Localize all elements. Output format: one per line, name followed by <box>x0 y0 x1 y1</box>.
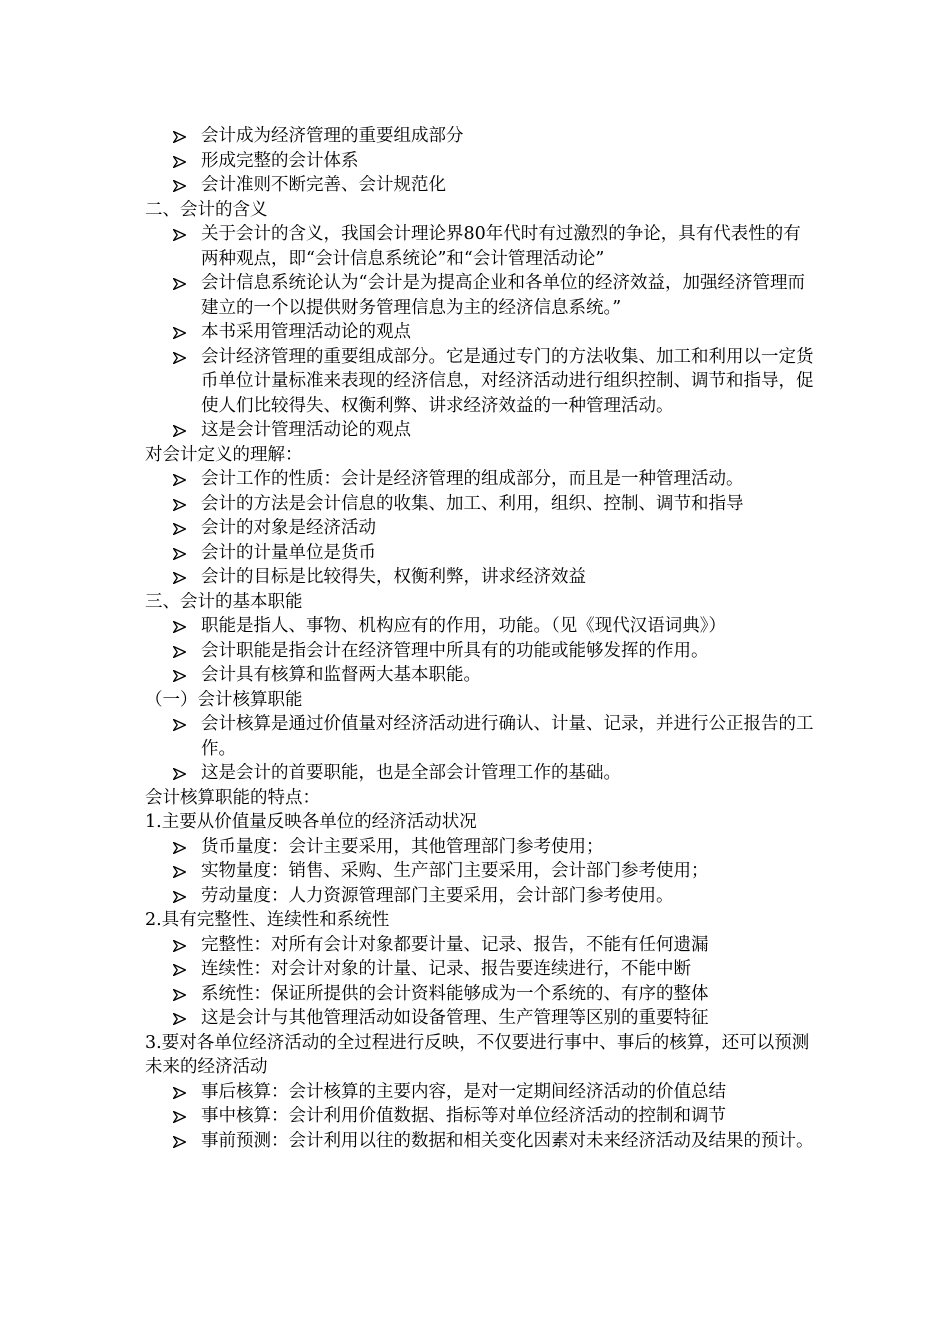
bullet-item <box>145 1129 815 1154</box>
bullet-text: 会计的方法是会计信息的收集、加工、利用，组织、控制、调节和指导 <box>201 493 744 514</box>
bullet-text: 劳动量度：人力资源管理部门主要采用，会计部门参考使用。 <box>201 885 674 906</box>
bullet-item <box>145 859 815 884</box>
bullet-text: 会计的计量单位是货币 <box>201 542 376 563</box>
arrowhead-bullet-icon <box>173 516 187 541</box>
section-heading: 3.要对各单位经济活动的全过程进行反映，不仅要进行事中、事后的核算，还可以预测未来的经济活动 <box>145 1032 810 1077</box>
bullet-text: 这是会计与其他管理活动如设备管理、生产管理等区别的重要特征 <box>201 1008 709 1028</box>
section-heading: （一）会计核算职能 <box>145 689 303 710</box>
bullet-text: 事后核算：会计核算的主要内容，是对一定期间经济活动的价值总结 <box>201 1081 726 1102</box>
bullet-text: 会计经济管理的重要组成部分。它是通过专门的方法收集、加工和利用以一定货币单位计量标准来表现的经济信息，对经济活动进行组织控制、调节和指导，促使人们比较得失、权衡利弊、讲求经济效益的一种管理活动。 <box>201 346 814 416</box>
arrowhead-bullet-icon <box>173 712 187 737</box>
arrowhead-bullet-icon <box>173 982 187 1007</box>
arrowhead-bullet-icon <box>173 222 187 247</box>
bullet-text: 会计核算是通过价值量对经济活动进行确认、计量、记录，并进行公正报告的工作。 <box>201 714 814 759</box>
bullet-item <box>145 933 815 958</box>
bullet-item <box>145 271 815 320</box>
bullet-text: 会计信息系统论认为“会计是为提高企业和各单位的经济效益，加强经济管理而建立的一个以提供财务管理信息为主的经济信息系统。” <box>201 273 805 318</box>
section-heading: 对会计定义的理解： <box>145 444 303 465</box>
bullet-text: 会计的对象是经济活动 <box>201 518 376 538</box>
arrowhead-bullet-icon <box>173 1006 187 1031</box>
bullet-item <box>145 173 815 198</box>
arrowhead-bullet-icon <box>173 1104 187 1129</box>
bullet-item <box>145 1006 815 1031</box>
arrowhead-bullet-icon <box>173 149 187 174</box>
arrowhead-bullet-icon <box>173 271 187 296</box>
arrowhead-bullet-icon <box>173 320 187 345</box>
bullet-text: 会计职能是指会计在经济管理中所具有的功能或能够发挥的作用。 <box>201 640 709 661</box>
arrowhead-bullet-icon <box>173 1080 187 1105</box>
bullet-item <box>145 1080 815 1105</box>
bullet-text: 系统性：保证所提供的会计资料能够成为一个系统的、有序的整体 <box>201 983 709 1004</box>
arrowhead-bullet-icon <box>173 541 187 566</box>
bullet-item <box>145 614 815 639</box>
bullet-text: 职能是指人、事物、机构应有的作用，功能。（见《现代汉语词典》） <box>201 616 726 636</box>
section-heading: 三、会计的基本职能 <box>145 591 303 612</box>
bullet-text: 实物量度：销售、采购、生产部门主要采用，会计部门参考使用； <box>201 861 709 881</box>
section-heading: 二、会计的含义 <box>145 199 268 220</box>
arrowhead-bullet-icon <box>173 124 187 149</box>
bullet-text: 会计准则不断完善、会计规范化 <box>201 175 446 195</box>
bullet-item <box>145 516 815 541</box>
section-heading: 会计核算职能的特点： <box>145 787 320 808</box>
bullet-text: 货币量度：会计主要采用，其他管理部门参考使用； <box>201 836 604 857</box>
bullet-text: 这是会计的首要职能，也是全部会计管理工作的基础。 <box>201 763 621 783</box>
arrowhead-bullet-icon <box>173 933 187 958</box>
bullet-item <box>145 957 815 982</box>
bullet-item <box>145 149 815 174</box>
bullet-text: 连续性：对会计对象的计量、记录、报告要连续进行，不能中断 <box>201 959 691 979</box>
bullet-text: 完整性：对所有会计对象都要计量、记录、报告，不能有任何遗漏 <box>201 934 709 955</box>
bullet-item <box>145 565 815 590</box>
arrowhead-bullet-icon <box>173 614 187 639</box>
bullet-text: 会计工作的性质：会计是经济管理的组成部分，而且是一种管理活动。 <box>201 469 744 489</box>
bullet-text: 会计的目标是比较得失，权衡利弊，讲求经济效益 <box>201 567 586 587</box>
bullet-text: 本书采用管理活动论的观点 <box>201 322 411 342</box>
bullet-item <box>145 639 815 664</box>
bullet-text: 关于会计的含义，我国会计理论界80年代时有过激烈的争论，具有代表性的有两种观点，即“会计信息系统论”和“会计管理活动论” <box>201 224 801 269</box>
arrowhead-bullet-icon <box>173 761 187 786</box>
arrowhead-bullet-icon <box>173 884 187 909</box>
bullet-text: 事中核算：会计利用价值数据、指标等对单位经济活动的控制和调节 <box>201 1106 726 1126</box>
document-body <box>145 124 815 1153</box>
bullet-item <box>145 320 815 345</box>
section-heading: 1.主要从价值量反映各单位的经济活动状况 <box>145 812 477 832</box>
bullet-text: 事前预测：会计利用以往的数据和相关变化因素对未来经济活动及结果的预计。 <box>201 1130 814 1151</box>
bullet-item <box>145 541 815 566</box>
bullet-text: 这是会计管理活动论的观点 <box>201 420 411 440</box>
arrowhead-bullet-icon <box>173 565 187 590</box>
bullet-text: 会计成为经济管理的重要组成部分 <box>201 126 464 146</box>
arrowhead-bullet-icon <box>173 859 187 884</box>
arrowhead-bullet-icon <box>173 173 187 198</box>
bullet-text: 会计具有核算和监督两大基本职能。 <box>201 665 481 685</box>
arrowhead-bullet-icon <box>173 639 187 664</box>
arrowhead-bullet-icon <box>173 345 187 370</box>
arrowhead-bullet-icon <box>173 835 187 860</box>
bullet-item <box>145 124 815 149</box>
bullet-item <box>145 1104 815 1129</box>
arrowhead-bullet-icon <box>173 492 187 517</box>
bullet-item <box>145 418 815 443</box>
bullet-item <box>145 492 815 517</box>
arrowhead-bullet-icon <box>173 957 187 982</box>
bullet-item <box>145 663 815 688</box>
arrowhead-bullet-icon <box>173 1129 187 1154</box>
bullet-text: 形成完整的会计体系 <box>201 150 359 171</box>
arrowhead-bullet-icon <box>173 663 187 688</box>
bullet-item <box>145 222 815 271</box>
bullet-item <box>145 884 815 909</box>
bullet-item <box>145 835 815 860</box>
arrowhead-bullet-icon <box>173 418 187 443</box>
bullet-item <box>145 761 815 786</box>
bullet-item <box>145 345 815 419</box>
bullet-item <box>145 982 815 1007</box>
section-heading: 2.具有完整性、连续性和系统性 <box>145 910 390 930</box>
arrowhead-bullet-icon <box>173 467 187 492</box>
bullet-item <box>145 467 815 492</box>
bullet-item <box>145 712 815 761</box>
